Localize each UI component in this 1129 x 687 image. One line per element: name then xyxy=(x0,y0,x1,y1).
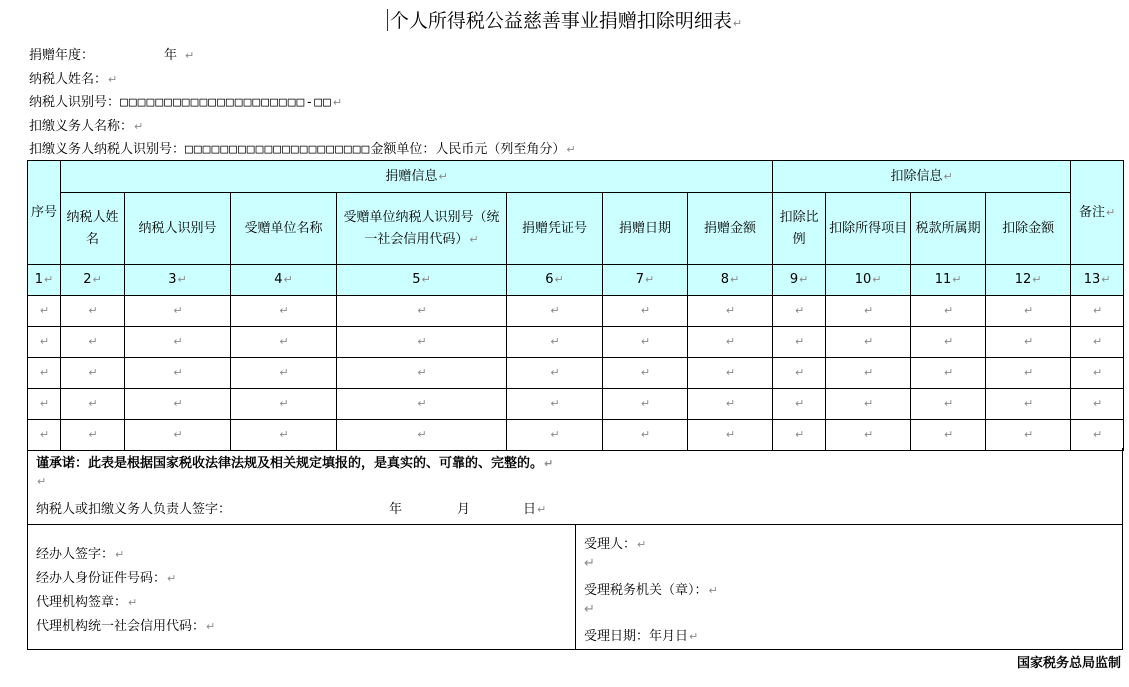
column-number-text: 3 xyxy=(168,272,177,287)
paragraph-mark-icon: ↵ xyxy=(108,73,118,86)
supervisor-footer: 国家税务总局监制 xyxy=(1016,656,1121,671)
agent-sign-line xyxy=(36,543,124,562)
column-number-text: 2 xyxy=(83,272,92,287)
column-number-text: 10 xyxy=(854,272,872,287)
col-header-donation-date xyxy=(603,193,688,265)
table-cell[interactable] xyxy=(826,420,911,451)
donation-info-header xyxy=(61,161,773,193)
column-number-cell xyxy=(61,265,125,296)
paragraph-mark-icon: ↵ xyxy=(283,273,293,286)
table-cell[interactable] xyxy=(231,358,337,389)
table-cell[interactable] xyxy=(773,296,826,327)
table-cell[interactable] xyxy=(1071,420,1124,451)
paragraph-mark-icon: ↵ xyxy=(185,49,195,62)
form-title-text: 个人所得税公益慈善事业捐赠扣除明细表 xyxy=(389,10,732,32)
paragraph-mark-icon: ↵ xyxy=(44,273,54,286)
paragraph-mark-icon: ↵ xyxy=(134,120,144,133)
col-header-text: 捐赠日期 xyxy=(618,220,671,236)
donation-year-label: 捐赠年度： xyxy=(29,48,95,63)
col-header-tax-period xyxy=(911,193,986,265)
sign-month: 月 xyxy=(457,502,471,517)
col-header-text: 纳税人姓名 xyxy=(66,209,119,247)
paragraph-mark-icon: ↵ xyxy=(554,273,564,286)
table-cell[interactable] xyxy=(986,296,1071,327)
col-header-text: 扣除比例 xyxy=(779,209,819,247)
table-cell[interactable] xyxy=(773,389,826,420)
table-cell[interactable] xyxy=(603,296,688,327)
col-header-donation-amount xyxy=(688,193,773,265)
column-number-text: 4 xyxy=(274,272,283,287)
paragraph-mark-icon: ↵ xyxy=(173,428,183,441)
paragraph-mark-icon: ↵ xyxy=(725,366,736,379)
paragraph-mark-icon: ↵ xyxy=(584,602,595,617)
withholder-name-line xyxy=(29,115,143,134)
column-number-text: 6 xyxy=(545,272,554,287)
table-cell[interactable] xyxy=(28,296,61,327)
paragraph-mark-icon: ↵ xyxy=(417,428,427,441)
tax-office-line xyxy=(584,579,718,598)
table-cell[interactable] xyxy=(125,358,231,389)
paragraph-mark-icon: ↵ xyxy=(1106,205,1116,219)
table-cell[interactable] xyxy=(986,389,1071,420)
paragraph-mark-icon: ↵ xyxy=(92,273,102,286)
paragraph-mark-icon: ↵ xyxy=(708,584,718,597)
remark-header xyxy=(1071,161,1124,265)
paragraph-mark-icon: ↵ xyxy=(438,169,448,183)
table-cell[interactable] xyxy=(911,358,986,389)
agency-seal-line xyxy=(36,591,137,610)
paragraph-mark-icon: ↵ xyxy=(1093,304,1103,317)
table-cell[interactable] xyxy=(61,358,125,389)
paragraph-mark-icon: ↵ xyxy=(1093,335,1103,348)
paragraph-mark-icon: ↵ xyxy=(88,428,98,441)
column-number-text: 5 xyxy=(412,272,421,287)
table-cell[interactable] xyxy=(911,327,986,358)
accept-date-label: 受理日期：年月日 xyxy=(584,629,689,644)
paragraph-mark-icon: ↵ xyxy=(645,273,655,286)
paragraph-mark-icon: ↵ xyxy=(725,304,736,317)
paragraph-mark-icon: ↵ xyxy=(637,538,647,551)
table-cell[interactable] xyxy=(986,327,1071,358)
table-cell[interactable] xyxy=(337,327,507,358)
column-number-cell xyxy=(603,265,688,296)
table-cell[interactable] xyxy=(911,420,986,451)
paragraph-mark-icon: ↵ xyxy=(173,397,183,410)
sign-day-text: 日 xyxy=(523,502,537,517)
withholder-id-line xyxy=(29,138,576,157)
column-number-cell xyxy=(28,265,61,296)
paragraph-mark-icon: ↵ xyxy=(537,503,547,516)
column-number-text: 1 xyxy=(34,272,44,287)
paragraph-mark-icon: ↵ xyxy=(37,475,47,488)
paragraph-mark-icon: ↵ xyxy=(1032,273,1042,286)
table-cell[interactable] xyxy=(1071,327,1124,358)
paragraph-mark-icon: ↵ xyxy=(640,397,651,410)
column-number-row xyxy=(28,265,1124,296)
table-cell[interactable] xyxy=(337,296,507,327)
paragraph-mark-icon: ↵ xyxy=(173,366,183,379)
table-cell[interactable] xyxy=(507,389,603,420)
column-number-text: 12 xyxy=(1014,272,1032,287)
table-cell[interactable] xyxy=(603,327,688,358)
agency-code-line xyxy=(36,615,215,634)
table-cell[interactable] xyxy=(337,420,507,451)
table-cell[interactable] xyxy=(61,389,125,420)
col-header-text: 扣除所得项目 xyxy=(829,220,908,236)
col-header-deduction-amount xyxy=(986,193,1071,265)
paragraph-mark-icon: ↵ xyxy=(863,366,874,379)
table-cell[interactable] xyxy=(826,358,911,389)
paragraph-mark-icon: ↵ xyxy=(1093,397,1103,410)
column-number-cell xyxy=(507,265,603,296)
paragraph-mark-icon: ↵ xyxy=(88,304,98,317)
paragraph-mark-icon: ↵ xyxy=(128,596,138,609)
donation-year-unit: 年 xyxy=(164,48,178,63)
column-number-cell xyxy=(125,265,231,296)
table-cell[interactable] xyxy=(231,296,337,327)
paragraph-mark-icon: ↵ xyxy=(943,428,954,441)
tax-office-label: 受理税务机关（章）： xyxy=(584,583,708,598)
paragraph-mark-icon: ↵ xyxy=(725,397,736,410)
paragraph-mark-icon: ↵ xyxy=(943,366,954,379)
paragraph-mark-icon: ↵ xyxy=(279,335,289,348)
paragraph-mark-icon: ↵ xyxy=(794,366,805,379)
col-header-text: 受赠单位名称 xyxy=(244,220,323,236)
paragraph-mark-icon: ↵ xyxy=(943,397,954,410)
agent-id-line xyxy=(36,567,176,586)
col-header-taxpayer-name xyxy=(61,193,125,265)
table-cell[interactable] xyxy=(231,389,337,420)
table-cell[interactable] xyxy=(61,420,125,451)
table-cell[interactable] xyxy=(28,327,61,358)
paragraph-mark-icon: ↵ xyxy=(279,304,289,317)
taxpayer-id-boxes[interactable]: □□□□□□□□□□□□□□□□□□□□□-□□ xyxy=(120,95,332,110)
text-cursor xyxy=(387,9,388,31)
paragraph-mark-icon: ↵ xyxy=(417,335,427,348)
col-header-text: 捐赠凭证号 xyxy=(521,220,587,236)
receiver-line xyxy=(584,533,646,552)
table-cell[interactable] xyxy=(1071,389,1124,420)
table-row xyxy=(28,420,1124,451)
paragraph-mark-icon: ↵ xyxy=(584,556,595,571)
taxpayer-id-line xyxy=(29,91,342,110)
table-cell[interactable] xyxy=(231,420,337,451)
table-cell[interactable] xyxy=(61,296,125,327)
paragraph-mark-icon: ↵ xyxy=(39,335,50,348)
column-number-cell xyxy=(1071,265,1124,296)
column-number-text: 9 xyxy=(789,272,799,287)
paragraph-mark-icon: ↵ xyxy=(173,335,183,348)
column-number-cell xyxy=(337,265,507,296)
table-cell[interactable] xyxy=(911,389,986,420)
paragraph-mark-icon: ↵ xyxy=(725,428,736,441)
table-cell[interactable] xyxy=(125,389,231,420)
seq-header-text: 序号 xyxy=(30,204,57,220)
paragraph-mark-icon: ↵ xyxy=(863,428,874,441)
agency-code-label: 代理机构统一社会信用代码： xyxy=(36,619,206,634)
table-cell[interactable] xyxy=(826,389,911,420)
paragraph-mark-icon: ↵ xyxy=(39,304,50,317)
column-number-text: 13 xyxy=(1083,272,1101,287)
paragraph-mark-icon: ↵ xyxy=(863,335,874,348)
col-header-taxpayer-id xyxy=(125,193,231,265)
column-number-text: 11 xyxy=(934,272,952,287)
sign-year: 年 xyxy=(389,502,403,517)
paragraph-mark-icon: ↵ xyxy=(640,428,651,441)
table-cell[interactable] xyxy=(688,296,773,327)
donation-year-line xyxy=(29,44,194,63)
table-cell[interactable] xyxy=(688,327,773,358)
table-cell[interactable] xyxy=(28,420,61,451)
paragraph-mark-icon: ↵ xyxy=(39,397,50,410)
paragraph-mark-icon: ↵ xyxy=(732,17,743,30)
col-header-recipient-id xyxy=(337,193,507,265)
paragraph-mark-icon: ↵ xyxy=(421,273,431,286)
col-header-text: 捐赠金额 xyxy=(704,220,757,236)
column-number-text: 7 xyxy=(635,272,645,287)
paragraph-mark-icon: ↵ xyxy=(173,304,183,317)
paragraph-mark-icon: ↵ xyxy=(794,304,805,317)
table-cell[interactable] xyxy=(507,327,603,358)
paragraph-mark-icon: ↵ xyxy=(39,428,50,441)
paragraph-mark-icon: ↵ xyxy=(1023,428,1034,441)
paragraph-mark-icon: ↵ xyxy=(206,620,216,633)
withholder-id-label: 扣缴义务人纳税人识别号： xyxy=(29,142,186,157)
deduction-info-header xyxy=(773,161,1071,193)
paragraph-mark-icon: ↵ xyxy=(725,335,736,348)
paragraph-mark-icon: ↵ xyxy=(417,304,427,317)
paragraph-mark-icon: ↵ xyxy=(167,572,177,585)
paragraph-mark-icon: ↵ xyxy=(88,397,98,410)
table-row xyxy=(28,327,1124,358)
table-row xyxy=(28,296,1124,327)
table-cell[interactable] xyxy=(507,420,603,451)
table-cell[interactable] xyxy=(986,420,1071,451)
paragraph-mark-icon: ↵ xyxy=(279,428,289,441)
promise-text: 谨承诺：此表是根据国家税收法律法规及相关规定填报的，是真实的、可靠的、完整的。 xyxy=(36,456,544,471)
paragraph-mark-icon: ↵ xyxy=(1093,366,1103,379)
col-header-recipient-name xyxy=(231,193,337,265)
currency-unit-label: 金额单位：人民币元（列至角分） xyxy=(370,142,566,157)
table-cell[interactable] xyxy=(603,420,688,451)
column-number-text: 8 xyxy=(720,272,730,287)
column-number-cell xyxy=(986,265,1071,296)
table-column-header-row xyxy=(28,193,1124,265)
paragraph-mark-icon: ↵ xyxy=(794,397,805,410)
paragraph-mark-icon: ↵ xyxy=(1101,273,1111,286)
paragraph-mark-icon: ↵ xyxy=(88,366,98,379)
receiver-label: 受理人： xyxy=(584,537,637,552)
paragraph-mark-icon: ↵ xyxy=(640,366,651,379)
paragraph-mark-icon: ↵ xyxy=(1023,397,1034,410)
col-header-deduction-ratio xyxy=(773,193,826,265)
paragraph-mark-icon: ↵ xyxy=(332,96,343,109)
donation-detail-table xyxy=(27,160,1124,451)
remark-header-text: 备注 xyxy=(1079,204,1106,220)
table-cell[interactable] xyxy=(1071,358,1124,389)
signature-label: 纳税人或扣缴义务人负责人签字： xyxy=(36,502,232,517)
paragraph-mark-icon: ↵ xyxy=(863,397,874,410)
table-cell[interactable] xyxy=(688,389,773,420)
paragraph-mark-icon: ↵ xyxy=(1023,304,1034,317)
table-row xyxy=(28,358,1124,389)
sign-day xyxy=(523,498,546,517)
paragraph-mark-icon: ↵ xyxy=(640,304,651,317)
paragraph-mark-icon: ↵ xyxy=(794,428,805,441)
paragraph-mark-icon: ↵ xyxy=(279,366,289,379)
table-cell[interactable] xyxy=(826,327,911,358)
taxpayer-name-line xyxy=(29,68,117,87)
table-cell[interactable] xyxy=(773,358,826,389)
paragraph-mark-icon: ↵ xyxy=(88,335,98,348)
table-cell[interactable] xyxy=(507,296,603,327)
paragraph-mark-icon: ↵ xyxy=(943,169,953,183)
table-cell[interactable] xyxy=(603,358,688,389)
table-cell[interactable] xyxy=(507,358,603,389)
deduction-info-header-text: 扣除信息 xyxy=(890,168,943,184)
paragraph-mark-icon: ↵ xyxy=(115,548,125,561)
col-header-text: 税款所属期 xyxy=(915,220,981,236)
paragraph-mark-icon: ↵ xyxy=(799,273,809,286)
withholder-id-boxes[interactable]: □□□□□□□□□□□□□□□□□□□□□ xyxy=(185,142,371,157)
table-cell[interactable] xyxy=(688,358,773,389)
paragraph-mark-icon: ↵ xyxy=(943,335,954,348)
paragraph-mark-icon: ↵ xyxy=(872,273,882,286)
paragraph-mark-icon: ↵ xyxy=(417,366,427,379)
declaration-section xyxy=(27,448,1123,650)
column-number-cell xyxy=(826,265,911,296)
taxpayer-id-label: 纳税人识别号： xyxy=(29,95,121,110)
paragraph-mark-icon: ↵ xyxy=(1093,428,1103,441)
col-header-text: 扣除金额 xyxy=(1002,220,1055,236)
column-number-cell xyxy=(773,265,826,296)
col-header-deduction-item xyxy=(826,193,911,265)
paragraph-mark-icon: ↵ xyxy=(863,304,874,317)
withholder-name-label: 扣缴义务人名称： xyxy=(29,119,134,134)
table-cell[interactable] xyxy=(61,327,125,358)
table-row xyxy=(28,389,1124,420)
form-title xyxy=(0,6,1129,33)
table-cell[interactable] xyxy=(986,358,1071,389)
paragraph-mark-icon: ↵ xyxy=(943,304,954,317)
paragraph-mark-icon: ↵ xyxy=(39,366,50,379)
paragraph-mark-icon: ↵ xyxy=(177,273,187,286)
paragraph-mark-icon: ↵ xyxy=(550,397,560,410)
seq-header xyxy=(28,161,61,265)
paragraph-mark-icon: ↵ xyxy=(689,630,699,643)
table-cell[interactable] xyxy=(773,327,826,358)
table-cell[interactable] xyxy=(911,296,986,327)
paragraph-mark-icon: ↵ xyxy=(1023,366,1034,379)
table-cell[interactable] xyxy=(826,296,911,327)
paragraph-mark-icon: ↵ xyxy=(794,335,805,348)
table-cell[interactable] xyxy=(688,420,773,451)
table-cell[interactable] xyxy=(231,327,337,358)
table-cell[interactable] xyxy=(773,420,826,451)
table-cell[interactable] xyxy=(28,358,61,389)
paragraph-mark-icon: ↵ xyxy=(1023,335,1034,348)
col-header-text: 受赠单位纳税人识别号（统一社会信用代码） xyxy=(343,209,500,247)
paragraph-mark-icon: ↵ xyxy=(550,304,560,317)
paragraph-mark-icon: ↵ xyxy=(550,366,560,379)
table-cell[interactable] xyxy=(125,296,231,327)
col-header-voucher-no xyxy=(507,193,603,265)
column-number-cell xyxy=(688,265,773,296)
col-header-text: 纳税人识别号 xyxy=(138,220,217,236)
paragraph-mark-icon: ↵ xyxy=(730,273,740,286)
paragraph-mark-icon: ↵ xyxy=(550,428,560,441)
agent-id-label: 经办人身份证件号码： xyxy=(36,571,167,586)
table-cell[interactable] xyxy=(125,420,231,451)
taxpayer-name-label: 纳税人姓名： xyxy=(29,72,108,87)
donation-info-header-text: 捐赠信息 xyxy=(385,168,438,184)
table-cell[interactable] xyxy=(337,389,507,420)
paragraph-mark-icon: ↵ xyxy=(640,335,651,348)
table-cell[interactable] xyxy=(28,389,61,420)
table-cell[interactable] xyxy=(1071,296,1124,327)
agent-sign-label: 经办人签字： xyxy=(36,547,115,562)
table-cell[interactable] xyxy=(337,358,507,389)
promise-statement xyxy=(36,452,553,471)
table-group-header-row xyxy=(28,161,1124,193)
table-cell[interactable] xyxy=(603,389,688,420)
paragraph-mark-icon: ↵ xyxy=(469,232,479,246)
paragraph-mark-icon: ↵ xyxy=(952,273,962,286)
paragraph-mark-icon: ↵ xyxy=(417,397,427,410)
agency-seal-label: 代理机构签章： xyxy=(36,595,128,610)
table-cell[interactable] xyxy=(125,327,231,358)
paragraph-mark-icon: ↵ xyxy=(544,457,554,470)
column-number-cell xyxy=(911,265,986,296)
paragraph-mark-icon: ↵ xyxy=(566,143,576,156)
accept-date-line xyxy=(584,625,698,644)
paragraph-mark-icon: ↵ xyxy=(550,335,560,348)
column-number-cell xyxy=(231,265,337,296)
column-divider xyxy=(575,524,576,649)
paragraph-mark-icon: ↵ xyxy=(279,397,289,410)
